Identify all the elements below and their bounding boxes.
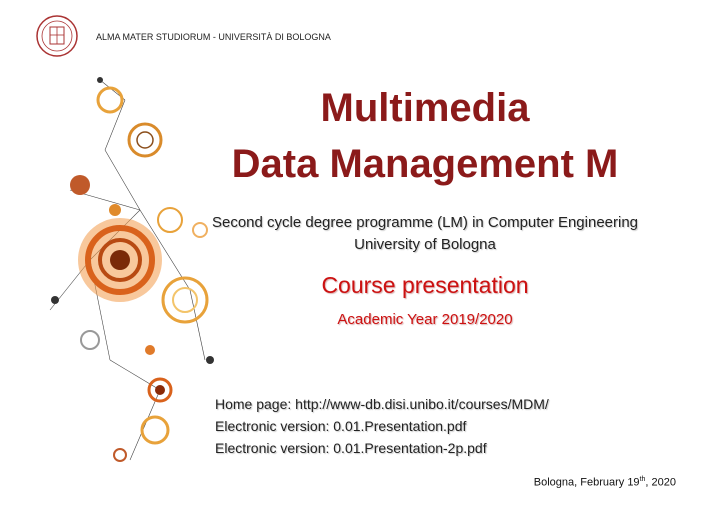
date-prefix: Bologna, February 19 (533, 476, 640, 489)
university-name: ALMA MATER STUDIORUM - UNIVERSITÀ DI BOLOGNA (96, 32, 331, 42)
title-line-1: Multimedia (320, 86, 530, 130)
course-presentation-heading: Course presentation (321, 272, 529, 298)
university-subtitle: University of Bologna (354, 236, 496, 253)
title-line-2: Data Management M (231, 142, 619, 186)
date-suffix: th (639, 476, 646, 483)
academic-year: Academic Year 2019/2020 (337, 311, 513, 328)
presentation-date (534, 476, 676, 489)
university-seal-icon (35, 14, 79, 58)
home-page-link[interactable]: Home page: http://www-db.disi.unibo.it/courses/MDM/ (215, 396, 549, 412)
electronic-version-2p-link[interactable]: Electronic version: 0.01.Presentation-2p.pdf (215, 440, 487, 456)
programme-subtitle: Second cycle degree programme (LM) in Computer Engineering (211, 214, 639, 231)
electronic-version-link[interactable]: Electronic version: 0.01.Presentation.pdf (215, 418, 467, 434)
course-links (215, 393, 549, 459)
date-year: , 2020 (645, 476, 676, 489)
